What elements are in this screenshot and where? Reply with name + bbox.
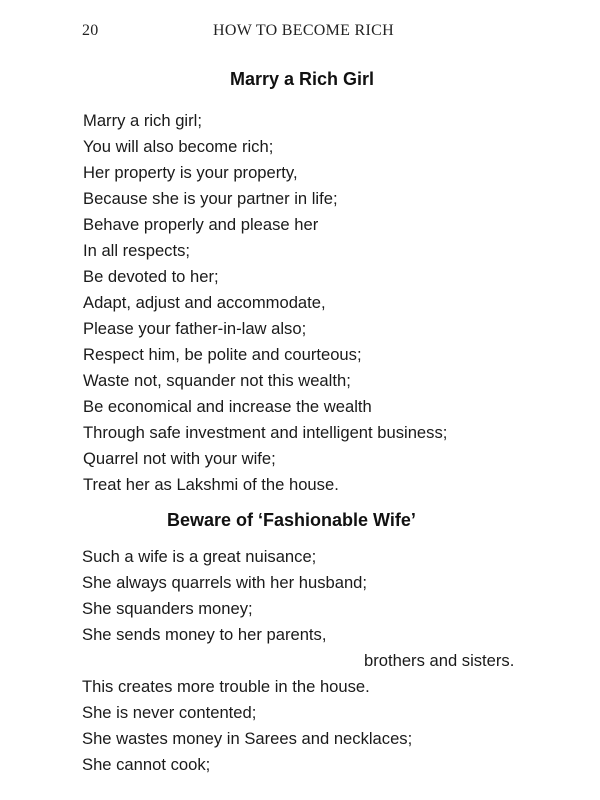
verse-line: Through safe investment and intelligent business; — [83, 423, 448, 442]
section-heading-fashionable-wife: Beware of ‘Fashionable Wife’ — [167, 510, 416, 530]
verse-line: Be devoted to her; — [83, 267, 219, 286]
running-header — [82, 22, 532, 44]
verse-line: You will also become rich; — [83, 137, 274, 156]
verse-line: Please your father-in-law also; — [83, 319, 307, 338]
page-number: 20 — [82, 22, 99, 39]
verse-line: She sends money to her parents, — [82, 625, 327, 644]
verse-line: She always quarrels with her husband; — [82, 573, 368, 592]
verse-line: She wastes money in Sarees and necklaces; — [82, 729, 413, 748]
verse-line: She is never contented; — [82, 703, 257, 722]
verse-line: Waste not, squander not this wealth; — [83, 371, 351, 390]
verse-line: Her property is your property, — [83, 163, 298, 182]
running-title: HOW TO BECOME RICH — [213, 22, 394, 39]
verse-line: Because she is your partner in life; — [83, 189, 338, 208]
verse-line: In all respects; — [83, 241, 190, 260]
verse-line: Be economical and increase the wealth — [83, 397, 372, 416]
verse-line-continuation: brothers and sisters. — [364, 651, 515, 670]
verse-marry-rich-girl — [83, 108, 447, 498]
verse-line: Marry a rich girl; — [83, 111, 202, 130]
verse-line: Adapt, adjust and accommodate, — [83, 293, 326, 312]
section-heading-marry-rich-girl: Marry a Rich Girl — [230, 69, 375, 89]
verse-line: She cannot cook; — [82, 755, 211, 774]
verse-line: Behave properly and please her — [83, 215, 319, 234]
verse-line: Such a wife is a great nuisance; — [82, 547, 317, 566]
verse-line: She squanders money; — [82, 599, 253, 618]
verse-line: Quarrel not with your wife; — [83, 449, 276, 468]
verse-line: Respect him, be polite and courteous; — [83, 345, 362, 364]
verse-line: This creates more trouble in the house. — [82, 677, 370, 696]
verse-line: Treat her as Lakshmi of the house. — [83, 475, 339, 494]
verse-fashionable-wife — [82, 544, 514, 778]
